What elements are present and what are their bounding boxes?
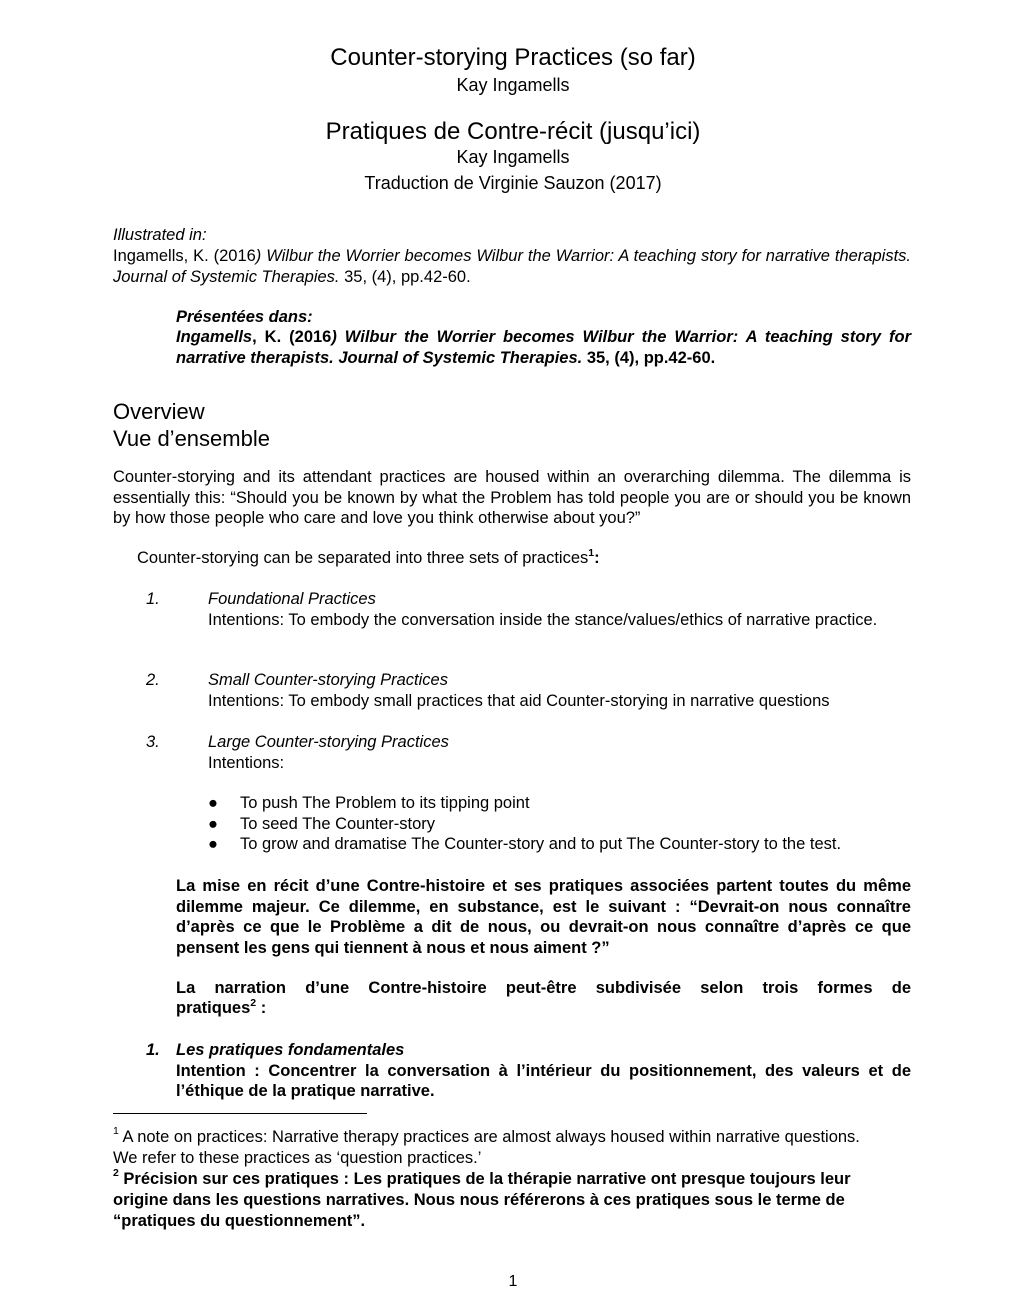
practice-1-title: Foundational Practices [208, 590, 376, 608]
french-sets-line1: La narration d’une Contre-histoire peut-être subdivisée selon trois formes de [176, 979, 911, 997]
footnote-2-text: Précision sur ces pratiques : Les pratiques de la thérapie narrative ont presque toujours leur [118, 1170, 851, 1188]
footnote-divider [113, 1113, 367, 1114]
presentees-part3: 35, (4), pp.42-60. [582, 348, 716, 367]
footnote-2-line1 [113, 1166, 913, 1190]
french-practice-1-intent: Intention : Concentrer la conversation à l’intérieur du positionnement, des valeurs et de l’éthique de la pratique narrative. [176, 1061, 911, 1100]
footnote-1-marker: 1 [113, 1124, 119, 1137]
french-practice-1-number: 1. [146, 1041, 160, 1059]
bullet-text: To grow and dramatise The Counter-story and to put The Counter-story to the test. [240, 835, 842, 853]
french-sets-end: : [256, 999, 267, 1017]
author-english: Kay Ingamells [456, 75, 570, 95]
practice-2-title: Small Counter-storying Practices [208, 671, 448, 689]
sets-sentence [137, 548, 600, 569]
footnote-2-line3: “pratiques du questionnement”. [113, 1212, 366, 1230]
practice-3 [208, 732, 911, 773]
vue-ensemble-heading: Vue d’ensemble [113, 426, 270, 451]
page-number: 1 [508, 1273, 518, 1290]
footnote-2-marker: 2 [113, 1166, 119, 1179]
illustrated-reference [113, 246, 911, 287]
presentees-label: Présentées dans: [176, 308, 313, 326]
title-french: Pratiques de Contre-récit (jusqu’ici) [325, 118, 701, 145]
overview-intro: Counter-storying and its attendant practices are housed within an overarching dilemma. The dilemma is essentially this: “Should you be known by what the Problem has told people you are or should you be known by how those people who care and love you think otherwise about you?” [113, 468, 911, 527]
french-sets-footnote-ref: 2 [250, 996, 257, 1009]
french-sets-word: pratiques [176, 999, 251, 1017]
author-french: Kay Ingamells [456, 147, 570, 167]
footnote-1-text: A note on practices: Narrative therapy practices are almost always housed within narrative questions. [118, 1128, 860, 1146]
footnote-2 [113, 1166, 913, 1232]
ref-part2: ) Wilbur the Worrier becomes Wilbur the Warrior: A teaching story for narrative therapists. [255, 247, 911, 265]
french-sets-line2 [176, 998, 911, 1019]
practice-2-number: 2. [146, 671, 160, 689]
sets-colon: : [594, 549, 600, 567]
practice-2-intent: Intentions: To embody small practices that aid Counter-storying in narrative questions [208, 691, 830, 710]
overview-heading: Overview [113, 399, 205, 424]
footnote-1-line1 [113, 1124, 913, 1148]
practice-3-number: 3. [146, 733, 160, 751]
presentees-journal: Journal of Systemic Therapies. [338, 348, 583, 367]
french-practice-1-title: Les pratiques fondamentales [176, 1041, 405, 1059]
practice-3-intent: Intentions: [208, 753, 285, 772]
translation-credit: Traduction de Virginie Sauzon (2017) [364, 173, 662, 193]
practice-2 [208, 670, 911, 711]
practice-1-intent: Intentions: To embody the conversation inside the stance/values/ethics of narrative practice. [208, 610, 878, 629]
ref-part1: Ingamells, K. (2016 [113, 247, 256, 265]
french-practice-1 [176, 1040, 911, 1102]
illustrated-label: Illustrated in: [113, 226, 207, 244]
bullet-text: To seed The Counter-story [240, 815, 436, 833]
bullet-dot: ● [208, 815, 218, 833]
footnote-2-line2: origine dans les questions narratives. Nous nous référerons à ces pratiques sous le terme de [113, 1191, 845, 1209]
french-dilemma-paragraph: La mise en récit d’une Contre-histoire et ses pratiques associées partent toutes du même dilemme majeur. Ce dilemme, en substance, est le suivant : “Devrait-on nous connaître d’après ce que le Problème a dit de nous, ou devrait-on nous connaître d’après ce que pensent les gens qui tiennent à nous et nous aiment ?” [176, 877, 911, 957]
bullet-dot: ● [208, 794, 218, 812]
presentees-part1: , K. (2016 [252, 328, 332, 346]
practice-1 [208, 589, 911, 630]
presentees-part2: ) Wilbur the Worrier becomes Wilbur the Warrior: A teaching story for narrative therapists. [176, 328, 911, 367]
practice-3-title: Large Counter-storying Practices [208, 733, 449, 751]
footnote-1-line2: We refer to these practices as ‘question practices.’ [113, 1149, 482, 1167]
presentees-author: Ingamells [176, 328, 253, 346]
bullet-text: To push The Problem to its tipping point [240, 794, 530, 812]
practice-1-number: 1. [146, 590, 160, 608]
bullet-dot: ● [208, 835, 218, 853]
ref-part3: 35, (4), pp.42-60. [339, 267, 471, 286]
footnote-1 [113, 1124, 913, 1169]
sets-footnote-ref: 1 [588, 546, 595, 559]
ref-journal: Journal of Systemic Therapies. [113, 267, 340, 286]
presentees-reference [176, 327, 911, 368]
title-english: Counter-storying Practices (so far) [330, 44, 696, 71]
sets-text: Counter-storying can be separated into three sets of practices [137, 549, 589, 567]
